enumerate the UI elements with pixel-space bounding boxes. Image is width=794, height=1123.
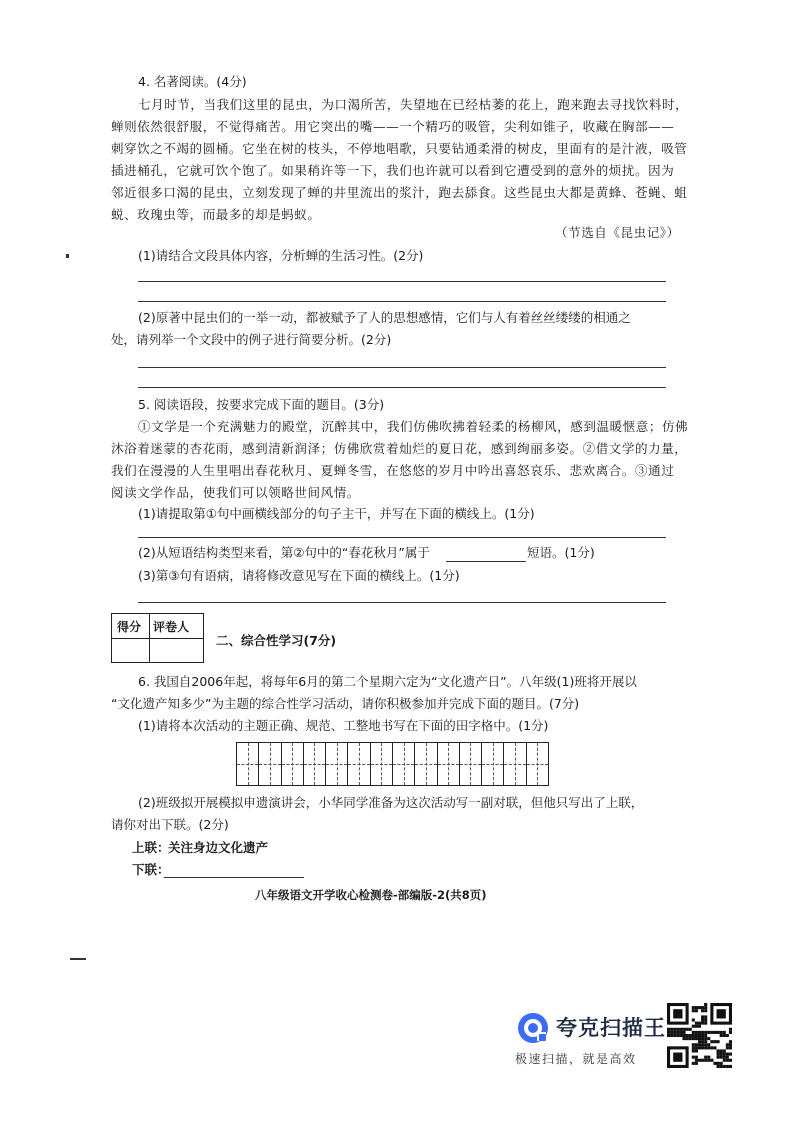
q4-passage-line-1: 七月时节，当我们这里的昆虫，为口渴所苦，失望地在已经枯萎的花上，跑来跑去寻找饮料时， [138, 97, 689, 112]
quark-logo-icon [515, 1010, 551, 1046]
q6-sub2-line1: (2)班级拟开展模拟申遗演讲会，小华同学准备为这次活动写一副对联，但他只写出了上联， [138, 795, 644, 810]
score-header: 得分 [117, 620, 142, 634]
q6-line1: 6. 我国自2006年起，将每年6月的第二个星期六定为“文化遗产日”。八年级(1)班将开展以 [138, 674, 637, 689]
answer-line[interactable] [138, 367, 666, 368]
tianzige-cell[interactable] [437, 742, 460, 786]
tianzige-grid[interactable] [236, 742, 548, 786]
scan-mark [66, 254, 69, 258]
watermark-brand: 夸克扫描王 [556, 1016, 666, 1040]
q4-passage-line-5: 邻近很多口渴的昆虫，立刻发现了蝉的井里流出的浆汁，跑去舔食。这些昆虫大都是黄蜂、苍蝇、蛆 [111, 185, 688, 200]
q6-sub1: (1)请将本次活动的主题正确、规范、工整地书写在下面的田字格中。(1分) [138, 718, 549, 733]
q4-passage-line-4: 插进桶孔，它就可饮个饱了。如果稍许等一下，我们也许就可以看到它遭受到的意外的烦扰。因为 [111, 163, 675, 178]
fill-blank[interactable] [446, 561, 526, 562]
tianzige-cell[interactable] [303, 742, 326, 786]
tianzige-cell[interactable] [281, 742, 304, 786]
upper-couplet-text: 关注身边文化遗产 [168, 840, 269, 855]
q5-heading: 5. 阅读语段，按要求完成下面的题目。(3分) [138, 397, 385, 412]
q4-heading: 4. 名著阅读。(4分) [138, 74, 247, 89]
tianzige-cell[interactable] [481, 742, 504, 786]
answer-line[interactable] [138, 387, 666, 388]
q5-sub3: (3)第③句有语病，请将修改意见写在下面的横线上。(1分) [138, 568, 460, 583]
tianzige-cell[interactable] [503, 742, 526, 786]
q5-sub2-prefix: (2)从短语结构类型来看，第②句中的“春花秋月”属于 [138, 545, 430, 560]
fill-blank[interactable] [164, 877, 304, 878]
q4-sub2-line2: 处，请列举一个文段中的例子进行简要分析。(2分) [111, 332, 392, 347]
answer-line[interactable] [138, 281, 666, 282]
tianzige-cell[interactable] [392, 742, 415, 786]
qr-code-icon [667, 1003, 732, 1068]
q4-passage-line-6: 蜕、玫瑰虫等，而最多的却是蚂蚁。 [111, 207, 321, 222]
tianzige-cell[interactable] [236, 742, 259, 786]
lower-couplet-label: 下联： [132, 862, 170, 877]
q6-line2: “文化遗产知多少”为主题的综合性学习活动，请你积极参加并完成下面的题目。(7分) [111, 696, 580, 711]
answer-line[interactable] [138, 301, 666, 302]
tianzige-cell[interactable] [347, 742, 370, 786]
q5-sub2-suffix: 短语。(1分) [527, 545, 595, 560]
tianzige-cell[interactable] [325, 742, 348, 786]
q4-sub2-line1: (2)原著中昆虫们的一举一动，都被赋予了人的思想感情，它们与人有着丝丝缕缕的相通之 [138, 310, 631, 325]
tianzige-cell[interactable] [459, 742, 482, 786]
q5-passage-line-4: 阅读文学作品，使我们可以领略世间风情。 [111, 485, 360, 500]
q6-sub2-line2: 请你对出下联。(2分) [111, 817, 229, 832]
tianzige-cell[interactable] [414, 742, 437, 786]
tianzige-cell[interactable] [370, 742, 393, 786]
upper-couplet-label: 上联： [132, 840, 170, 855]
q4-passage-line-3: 刺穿饮之不竭的圆桶。它坐在树的枝头，不停地唱歌，只要钻通柔滑的树皮，里面有的是汁液，吸管 [111, 141, 688, 156]
q5-passage-line-3: 我们在漫漫的人生里唱出春花秋月、夏蝉冬雪，在悠悠的岁月中吟出喜怒哀乐、悲欢离合。③通过 [111, 463, 675, 478]
q4-sub1: (1)请结合文段具体内容，分析蝉的生活习性。(2分) [138, 248, 424, 263]
score-table [111, 613, 204, 663]
q4-source: （节选自《昆虫记》） [555, 225, 680, 240]
page-footer: 八年级语文开学收心检测卷-部编版-2(共8页) [255, 888, 487, 902]
q4-passage-line-2: 蝉则依然很舒服，不觉得痛苦。用它突出的嘴——一个精巧的吸管，尖利如锥子，收藏在胸部—— [111, 119, 675, 134]
section-title: 二、综合性学习(7分) [216, 633, 337, 648]
tianzige-cell[interactable] [526, 742, 549, 786]
answer-line[interactable] [138, 537, 666, 538]
grader-header: 评卷人 [153, 620, 190, 634]
watermark-slogan: 极速扫描，就是高效 [515, 1052, 637, 1066]
answer-line[interactable] [138, 602, 666, 603]
q5-passage-line-1: ①文学是一个充满魅力的殿堂，沉醉其中，我们仿佛吹拂着轻柔的杨柳风，感到温暖惬意；仿佛 [138, 419, 689, 434]
q5-passage-line-2: 沐浴着迷蒙的杏花雨，感到清新润泽；仿佛欣赏着灿烂的夏日花，感到绚丽多姿。②借文学的力量， [111, 441, 688, 456]
tianzige-cell[interactable] [258, 742, 281, 786]
q5-sub1: (1)请提取第①句中画横线部分的句子主干，并写在下面的横线上。(1分) [138, 506, 535, 521]
scan-mark [70, 958, 86, 960]
